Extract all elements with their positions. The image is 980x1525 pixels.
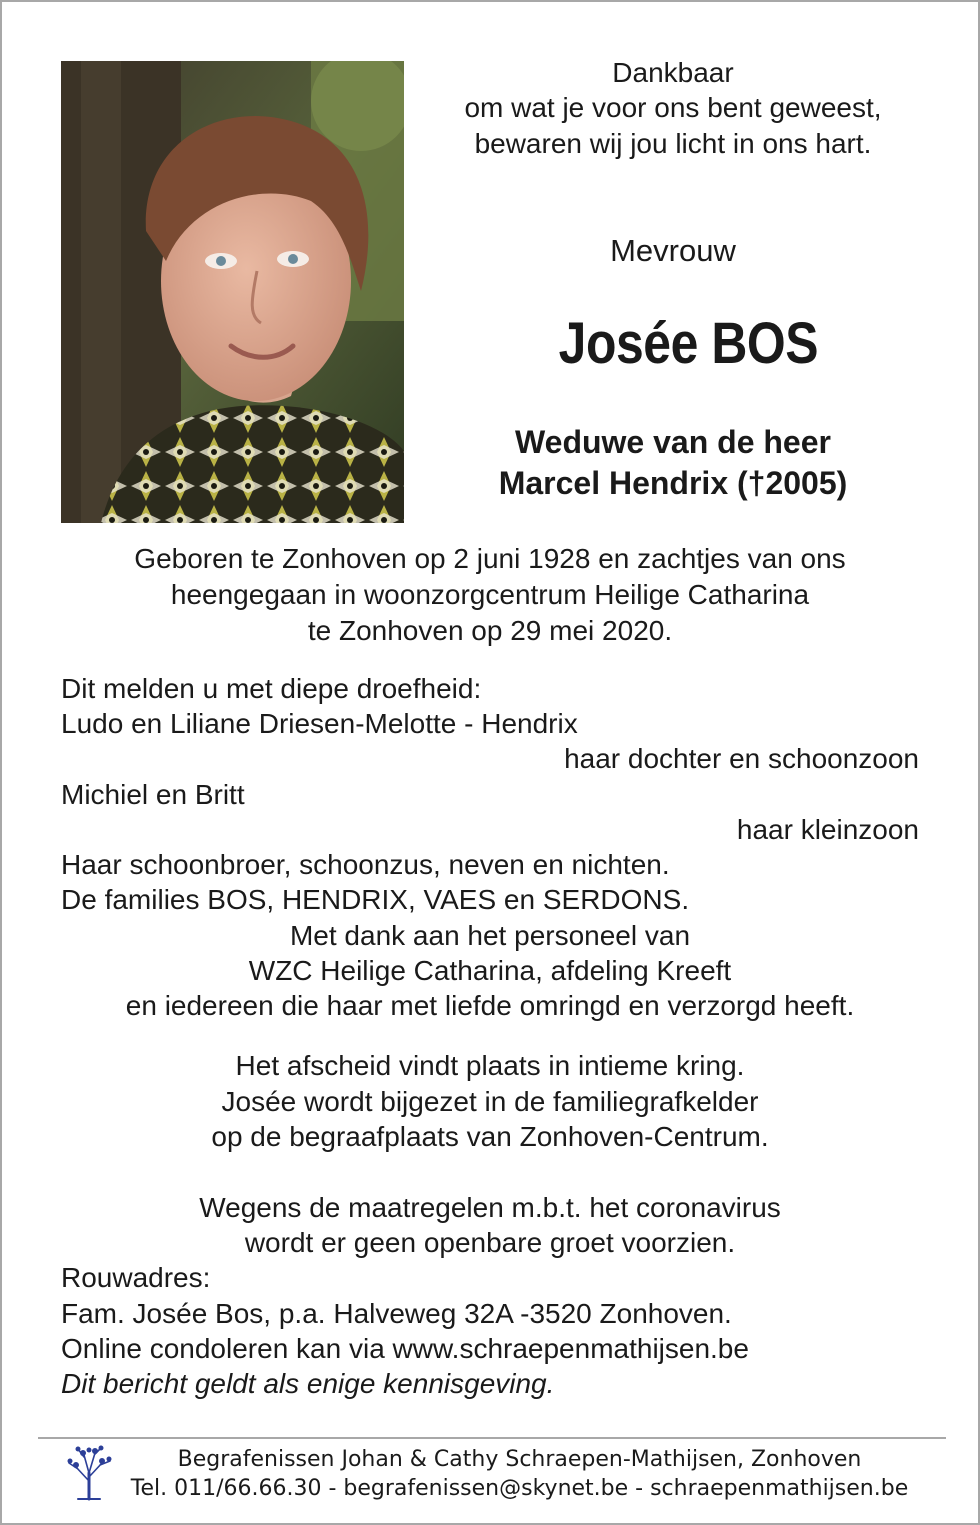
birth-line-3: te Zonhoven op 29 mei 2020.: [307, 615, 673, 646]
birth-line-1: Geboren te Zonhoven op 2 juni 1928 en zachtjes van ons: [134, 543, 846, 574]
intro-line-1: Dankbaar: [612, 57, 734, 88]
thanks-line-2: WZC Heilige Catharina, afdeling Kreeft: [248, 955, 732, 986]
widow-line-2: Marcel Hendrix (†2005): [498, 465, 848, 501]
family-names-2: Michiel en Britt: [61, 779, 245, 810]
notice-line: Dit bericht geldt als enige kennisgeving.: [61, 1368, 555, 1399]
footer-company: Begrafenissen Johan & Cathy Schraepen-Mathijsen, Zonhoven: [177, 1447, 862, 1472]
deceased-name: Josée BOS: [558, 311, 819, 376]
corona-line-2: wordt er geen openbare groet voorzien.: [244, 1227, 736, 1258]
intro-line-2: om wat je voor ons bent geweest,: [464, 92, 882, 123]
farewell-line-2: Josée wordt bijgezet in de familiegrafkelder: [221, 1086, 759, 1117]
salutation: Mevrouw: [610, 233, 736, 268]
family-relation-2: haar kleinzoon: [736, 814, 919, 845]
family-relation-1: haar dochter en schoonzoon: [564, 743, 919, 774]
address-label: Rouwadres:: [61, 1262, 211, 1293]
thanks-line-1: Met dank aan het personeel van: [289, 920, 691, 951]
farewell-line-3: op de begraafplaats van Zonhoven-Centrum.: [211, 1121, 769, 1152]
announcement-intro: Dit melden u met diepe droefheid:: [61, 673, 482, 704]
thanks-line-3: en iedereen die haar met liefde omringd en verzorgd heeft.: [125, 990, 855, 1021]
corona-line-1: Wegens de maatregelen m.b.t. het coronavirus: [199, 1192, 781, 1223]
footer-contact: Tel. 011/66.66.30 - begrafenissen@skynet.be - schraepenmathijsen.be: [130, 1476, 909, 1501]
tree-icon: [64, 1445, 114, 1501]
farewell-line-1: Het afscheid vindt plaats in intieme kring.: [235, 1050, 745, 1081]
footer-divider: [38, 1437, 946, 1439]
widow-line-1: Weduwe van de heer: [515, 424, 831, 460]
family-names-1: Ludo en Liliane Driesen-Melotte - Hendrix: [61, 708, 578, 739]
address-value: Fam. Josée Bos, p.a. Halveweg 32A -3520 Zonhoven.: [61, 1298, 732, 1329]
birth-line-2: heengegaan in woonzorgcentrum Heilige Catharina: [170, 579, 810, 610]
portrait-photo: [61, 61, 404, 523]
others-line-1: Haar schoonbroer, schoonzus, neven en nichten.: [61, 849, 670, 880]
intro-line-3: bewaren wij jou licht in ons hart.: [474, 128, 872, 159]
online-condolence: Online condoleren kan via www.schraepenmathijsen.be: [61, 1333, 749, 1364]
others-line-2: De families BOS, HENDRIX, VAES en SERDONS.: [61, 884, 690, 915]
